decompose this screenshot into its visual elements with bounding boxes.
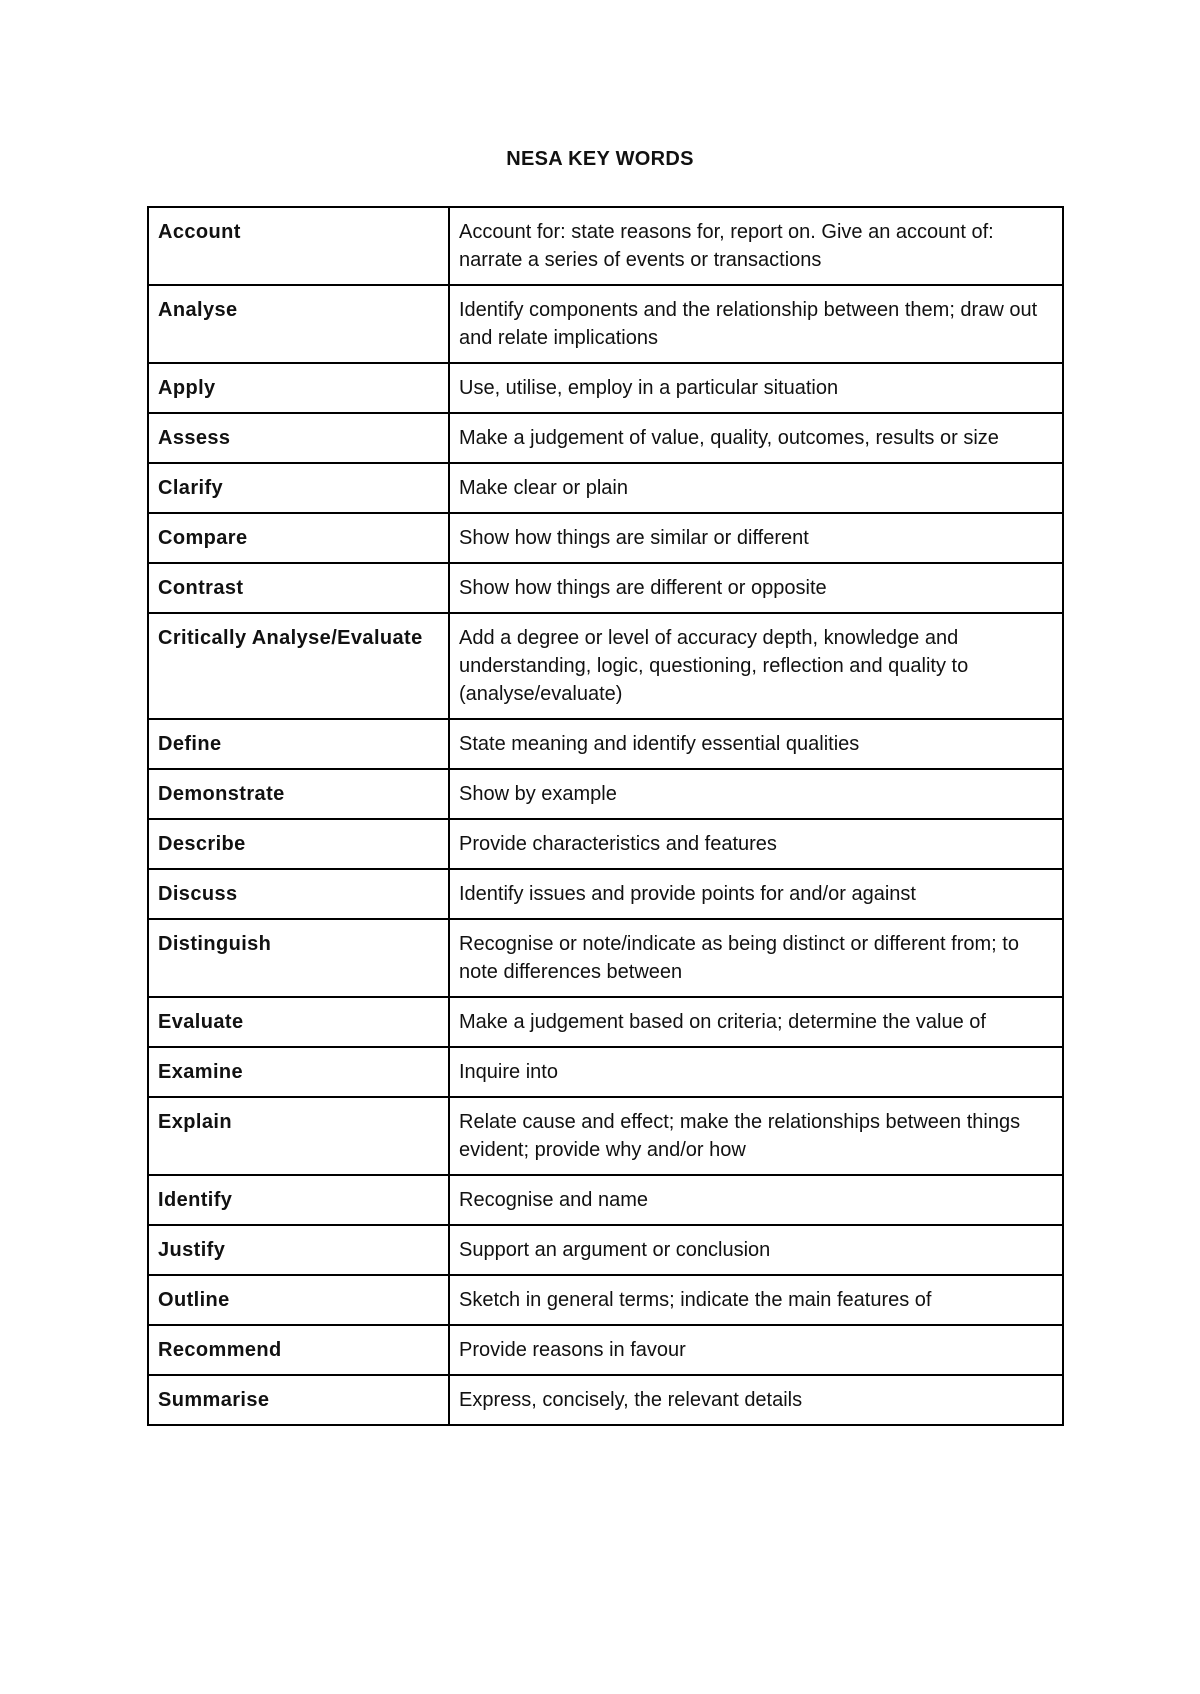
table-row [148, 513, 1063, 563]
key-word-meaning: Show by example [449, 769, 1063, 819]
table-row [148, 285, 1063, 363]
table-row [148, 1047, 1063, 1097]
table-row [148, 1097, 1063, 1175]
key-word-term: Analyse [148, 285, 449, 363]
key-word-meaning: Identify issues and provide points for and/or against [449, 869, 1063, 919]
key-word-meaning: Show how things are different or opposite [449, 563, 1063, 613]
key-word-term: Evaluate [148, 997, 449, 1047]
key-word-meaning: State meaning and identify essential qualities [449, 719, 1063, 769]
key-word-term: Identify [148, 1175, 449, 1225]
key-word-term: Define [148, 719, 449, 769]
key-word-term: Recommend [148, 1325, 449, 1375]
key-word-term: Examine [148, 1047, 449, 1097]
key-word-meaning: Sketch in general terms; indicate the main features of [449, 1275, 1063, 1325]
key-word-term: Critically Analyse/Evaluate [148, 613, 449, 719]
table-row [148, 919, 1063, 997]
table-row [148, 463, 1063, 513]
key-word-term: Account [148, 207, 449, 285]
key-word-meaning: Make a judgement of value, quality, outcomes, results or size [449, 413, 1063, 463]
key-word-term: Explain [148, 1097, 449, 1175]
table-row [148, 719, 1063, 769]
table-row [148, 997, 1063, 1047]
key-word-meaning: Provide reasons in favour [449, 1325, 1063, 1375]
key-word-term: Outline [148, 1275, 449, 1325]
key-word-term: Discuss [148, 869, 449, 919]
key-word-term: Contrast [148, 563, 449, 613]
key-word-term: Summarise [148, 1375, 449, 1425]
key-word-term: Justify [148, 1225, 449, 1275]
table-row [148, 1325, 1063, 1375]
page-title: NESA KEY WORDS [506, 148, 694, 170]
key-word-meaning: Support an argument or conclusion [449, 1225, 1063, 1275]
key-word-term: Compare [148, 513, 449, 563]
key-word-term: Apply [148, 363, 449, 413]
table-row [148, 563, 1063, 613]
key-word-meaning: Provide characteristics and features [449, 819, 1063, 869]
table-row [148, 1375, 1063, 1425]
key-word-meaning: Relate cause and effect; make the relationships between things evident; provide why and/or how [449, 1097, 1063, 1175]
table-row [148, 1275, 1063, 1325]
table-row [148, 207, 1063, 285]
key-word-meaning: Identify components and the relationship between them; draw out and relate implications [449, 285, 1063, 363]
key-word-meaning: Recognise and name [449, 1175, 1063, 1225]
table-row [148, 1225, 1063, 1275]
key-word-term: Distinguish [148, 919, 449, 997]
key-word-term: Clarify [148, 463, 449, 513]
key-word-meaning: Recognise or note/indicate as being distinct or different from; to note differences between [449, 919, 1063, 997]
key-word-meaning: Add a degree or level of accuracy depth, knowledge and understanding, logic, questioning, reflection and quality to (analyse/evaluate) [449, 613, 1063, 719]
key-word-term: Demonstrate [148, 769, 449, 819]
table-row [148, 613, 1063, 719]
key-words-table [147, 206, 1064, 1426]
table-row [148, 413, 1063, 463]
key-word-meaning: Inquire into [449, 1047, 1063, 1097]
key-word-meaning: Make clear or plain [449, 463, 1063, 513]
key-word-meaning: Account for: state reasons for, report on. Give an account of: narrate a series of events or transactions [449, 207, 1063, 285]
key-words-table-body [148, 207, 1063, 1425]
key-word-term: Describe [148, 819, 449, 869]
key-word-meaning: Make a judgement based on criteria; determine the value of [449, 997, 1063, 1047]
table-row [148, 1175, 1063, 1225]
table-row [148, 869, 1063, 919]
table-row [148, 819, 1063, 869]
table-row [148, 363, 1063, 413]
key-word-meaning: Use, utilise, employ in a particular situation [449, 363, 1063, 413]
key-word-meaning: Show how things are similar or different [449, 513, 1063, 563]
table-row [148, 769, 1063, 819]
key-word-meaning: Express, concisely, the relevant details [449, 1375, 1063, 1425]
key-word-term: Assess [148, 413, 449, 463]
